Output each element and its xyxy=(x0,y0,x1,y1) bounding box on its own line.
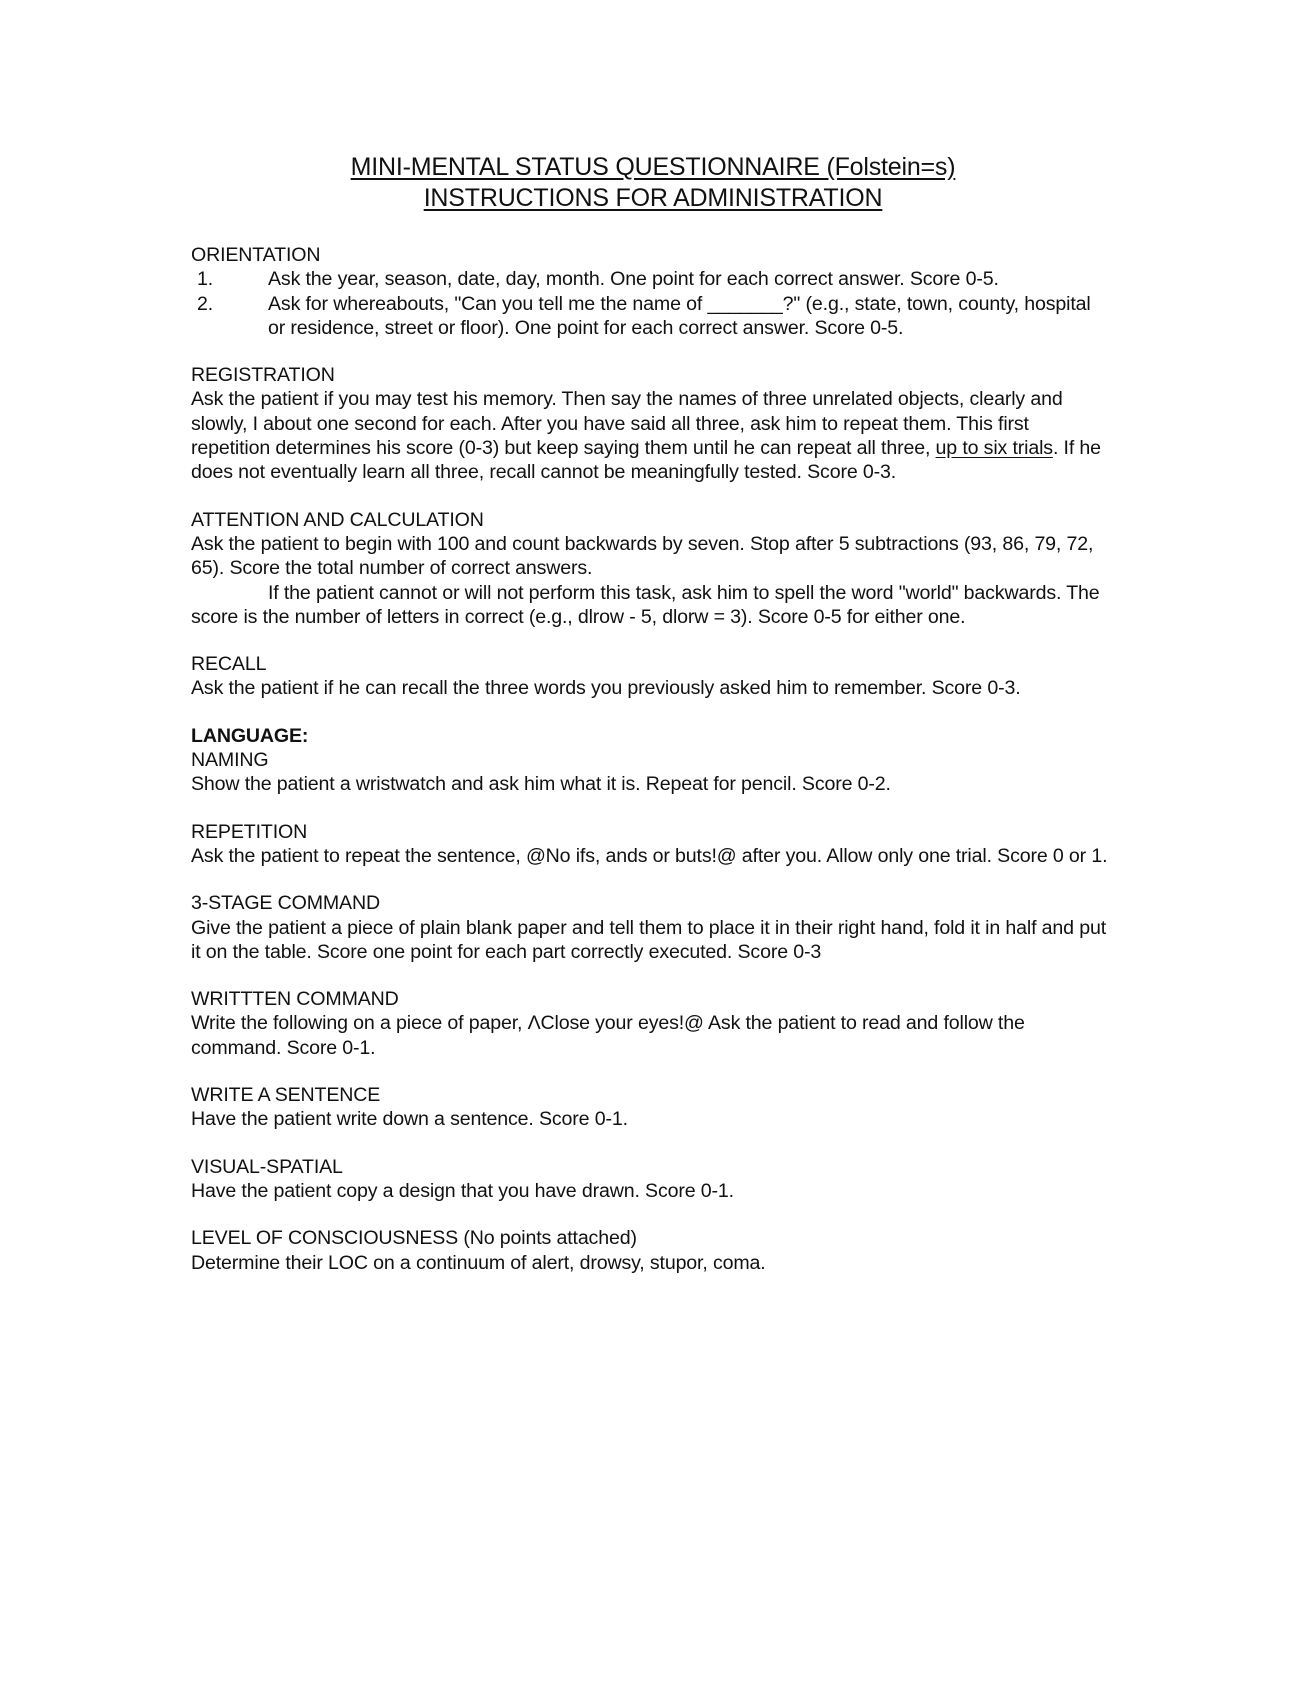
loc-heading: LEVEL OF CONSCIOUSNESS (No points attached) xyxy=(191,1227,637,1250)
registration-underlined-phrase: up to six trials xyxy=(935,437,1053,460)
loc-text: Determine their LOC on a continuum of alert, drowsy, stupor, coma. xyxy=(191,1251,766,1274)
section-orientation xyxy=(191,243,1111,340)
list-item-number: 1. xyxy=(197,268,214,291)
visual-spatial-heading: VISUAL-SPATIAL xyxy=(191,1155,343,1178)
orientation-list xyxy=(191,267,1111,340)
section-language xyxy=(191,724,1111,797)
list-item xyxy=(191,267,1111,291)
registration-text-start: Ask the patient if you may test his memory. Then say the names of three unrelated objects, clearly and slowly, I about one second for each. After you have said all three, ask him to repeat them. This first repetition determines his score (0-3) but keep saying them until he can repeat all three, xyxy=(191,388,1063,460)
document-title xyxy=(0,152,1306,214)
recall-text: Ask the patient if he can recall the three words you previously asked him to remember. Score 0-3. xyxy=(191,677,1021,700)
command-text: Give the patient a piece of plain blank paper and tell them to place it in their right hand, fold it in half and put it on the table. Score one point for each part correctly executed. Score 0-3 xyxy=(191,916,1106,963)
section-recall xyxy=(191,652,1111,701)
list-item-text: Ask the year, season, date, day, month. One point for each correct answer. Score 0-5. xyxy=(268,268,999,291)
recall-heading: RECALL xyxy=(191,653,267,676)
written-command-text: Write the following on a piece of paper, ΛClose your eyes!@ Ask the patient to read and follow the command. Score 0-1. xyxy=(191,1012,1025,1059)
visual-spatial-text: Have the patient copy a design that you have drawn. Score 0-1. xyxy=(191,1179,734,1202)
section-attention xyxy=(191,508,1111,629)
repetition-heading: REPETITION xyxy=(191,820,308,843)
naming-heading: NAMING xyxy=(191,749,269,772)
registration-text-end: . If he does not eventually learn all three, recall cannot be meaningfully tested. Score 0-3. xyxy=(191,437,1101,484)
write-sentence-heading: WRITE A SENTENCE xyxy=(191,1084,381,1107)
section-level-of-consciousness xyxy=(191,1226,1111,1275)
written-command-heading: WRITTTEN COMMAND xyxy=(191,988,399,1011)
list-item xyxy=(191,292,1111,341)
repetition-text: Ask the patient to repeat the sentence, @No ifs, ands or buts!@ after you. Allow only one trial. Score 0 or 1. xyxy=(191,844,1108,867)
section-repetition xyxy=(191,820,1111,869)
orientation-heading: ORIENTATION xyxy=(191,244,321,266)
attention-paragraph-1: Ask the patient to begin with 100 and count backwards by seven. Stop after 5 subtractions (93, 86, 79, 72, 65). Score the total number of correct answers. xyxy=(191,532,1094,580)
section-registration xyxy=(191,363,1111,484)
title-line-2: INSTRUCTIONS FOR ADMINISTRATION xyxy=(423,184,883,212)
naming-text: Show the patient a wristwatch and ask him what it is. Repeat for pencil. Score 0-2. xyxy=(191,773,891,796)
language-heading: LANGUAGE: xyxy=(191,724,309,747)
section-visual-spatial xyxy=(191,1155,1111,1204)
registration-text xyxy=(191,387,1111,484)
document-body xyxy=(191,243,1111,1298)
section-write-sentence xyxy=(191,1083,1111,1132)
section-written-command xyxy=(191,987,1111,1060)
section-3-stage-command xyxy=(191,891,1111,964)
attention-heading: ATTENTION AND CALCULATION xyxy=(191,508,484,531)
title-line-1: MINI-MENTAL STATUS QUESTIONNAIRE (Folstein=s) xyxy=(350,153,956,181)
list-item-number: 2. xyxy=(197,292,214,315)
list-item-text: Ask for whereabouts, "Can you tell me the name of _______?" (e.g., state, town, county, hospital or residence, street or floor). One point for each correct answer. Score 0-5. xyxy=(268,292,1091,339)
registration-heading: REGISTRATION xyxy=(191,364,335,387)
write-sentence-text: Have the patient write down a sentence. Score 0-1. xyxy=(191,1108,628,1131)
attention-paragraph-2: If the patient cannot or will not perform this task, ask him to spell the word "world" backwards. The score is the number of letters in correct (e.g., dlrow - 5, dlorw = 3). Score 0-5 for either one. xyxy=(191,581,1100,628)
command-heading: 3-STAGE COMMAND xyxy=(191,892,380,915)
